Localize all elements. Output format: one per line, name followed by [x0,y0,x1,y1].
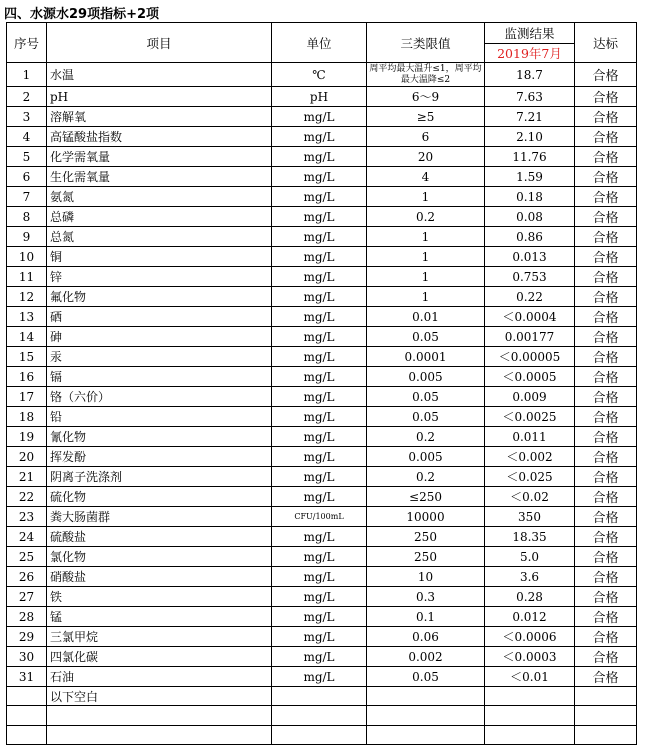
row-unit: mg/L [272,407,367,427]
row-unit: mg/L [272,107,367,127]
empty-cell [485,687,575,706]
row-limit: 1 [367,227,485,247]
row-pass: 合格 [575,87,637,107]
row-item: 四氯化碳 [47,647,272,667]
header-item: 项目 [47,23,272,63]
row-item: pH [47,87,272,107]
header-pass: 达标 [575,23,637,63]
row-limit: 4 [367,167,485,187]
row-limit: 0.005 [367,367,485,387]
row-limit: 10 [367,567,485,587]
row-item: 锌 [47,267,272,287]
table-row [7,547,637,567]
row-no: 27 [7,587,47,607]
row-no: 11 [7,267,47,287]
row-pass: 合格 [575,587,637,607]
row-pass: 合格 [575,447,637,467]
row-limit: 0.05 [367,667,485,687]
row-result: ＜0.002 [485,447,575,467]
table-row [7,467,637,487]
row-limit: 0.05 [367,327,485,347]
row-no: 24 [7,527,47,547]
row-result: ＜0.00005 [485,347,575,367]
row-item: 铬（六价） [47,387,272,407]
row-pass: 合格 [575,647,637,667]
row-limit: 0.3 [367,587,485,607]
row-result: ＜0.0005 [485,367,575,387]
row-item: 砷 [47,327,272,347]
row-unit: mg/L [272,287,367,307]
header-limit: 三类限值 [367,23,485,63]
row-item: 溶解氧 [47,107,272,127]
table-row [7,407,637,427]
row-item: 汞 [47,347,272,367]
row-unit: mg/L [272,447,367,467]
row-pass: 合格 [575,147,637,167]
row-no: 23 [7,507,47,527]
row-pass: 合格 [575,63,637,87]
row-pass: 合格 [575,347,637,367]
empty-cell [47,706,272,725]
row-no: 12 [7,287,47,307]
table-row [7,267,637,287]
row-no: 30 [7,647,47,667]
row-pass: 合格 [575,167,637,187]
row-unit: mg/L [272,147,367,167]
empty-cell [7,706,47,725]
row-result: 0.28 [485,587,575,607]
row-pass: 合格 [575,667,637,687]
row-result: 0.08 [485,207,575,227]
row-no: 8 [7,207,47,227]
row-item: 化学需氧量 [47,147,272,167]
row-pass: 合格 [575,227,637,247]
page-title: 四、水源水29项指标+2项 [4,7,160,22]
row-limit: 0.1 [367,607,485,627]
row-limit: 0.002 [367,647,485,667]
row-result: ＜0.01 [485,667,575,687]
row-pass: 合格 [575,367,637,387]
row-unit: mg/L [272,627,367,647]
header-result-date: 2019年7月 [485,44,575,63]
table-row [7,167,637,187]
row-no: 26 [7,567,47,587]
row-unit: mg/L [272,387,367,407]
row-item: 氨氮 [47,187,272,207]
empty-row [7,706,637,725]
empty-cell [575,687,637,706]
row-unit: mg/L [272,247,367,267]
row-no: 25 [7,547,47,567]
row-result: 2.10 [485,127,575,147]
table-row [7,527,637,547]
row-item: 硫化物 [47,487,272,507]
row-result: 0.012 [485,607,575,627]
row-result: ＜0.0006 [485,627,575,647]
row-no: 1 [7,63,47,87]
row-pass: 合格 [575,547,637,567]
row-limit: 0.2 [367,467,485,487]
row-pass: 合格 [575,327,637,347]
row-no: 4 [7,127,47,147]
row-result: 350 [485,507,575,527]
row-item: 生化需氧量 [47,167,272,187]
row-item: 氯化物 [47,547,272,567]
row-item: 氟化物 [47,287,272,307]
row-limit: 0.01 [367,307,485,327]
row-item: 石油 [47,667,272,687]
table-row [7,627,637,647]
table-body [7,63,637,745]
row-result: 0.22 [485,287,575,307]
row-result: 0.009 [485,387,575,407]
row-no: 15 [7,347,47,367]
row-result: 18.35 [485,527,575,547]
row-limit: 250 [367,547,485,567]
row-item: 总磷 [47,207,272,227]
row-limit: 0.05 [367,407,485,427]
row-pass: 合格 [575,207,637,227]
row-no: 14 [7,327,47,347]
table-row [7,567,637,587]
table-row [7,587,637,607]
table-row [7,287,637,307]
row-item: 水温 [47,63,272,87]
row-result: 5.0 [485,547,575,567]
row-unit: pH [272,87,367,107]
row-pass: 合格 [575,467,637,487]
row-result: ＜0.0025 [485,407,575,427]
row-result: ＜0.0004 [485,307,575,327]
row-result: 0.753 [485,267,575,287]
row-unit: mg/L [272,607,367,627]
row-limit: 0.2 [367,427,485,447]
row-unit: mg/L [272,527,367,547]
row-unit: mg/L [272,167,367,187]
row-pass: 合格 [575,607,637,627]
row-result: 0.00177 [485,327,575,347]
empty-cell [272,706,367,725]
row-pass: 合格 [575,507,637,527]
row-no: 21 [7,467,47,487]
row-pass: 合格 [575,187,637,207]
row-item: 总氮 [47,227,272,247]
row-pass: 合格 [575,567,637,587]
row-unit: mg/L [272,427,367,447]
row-result: 3.6 [485,567,575,587]
row-limit: 10000 [367,507,485,527]
row-pass: 合格 [575,287,637,307]
row-unit: mg/L [272,267,367,287]
table-row [7,667,637,687]
row-no: 22 [7,487,47,507]
header-result: 监测结果 [485,23,575,44]
empty-cell [575,706,637,725]
row-item: 镉 [47,367,272,387]
row-result: 0.18 [485,187,575,207]
row-pass: 合格 [575,267,637,287]
row-result: 18.7 [485,63,575,87]
row-limit: ≤250 [367,487,485,507]
table-row [7,307,637,327]
empty-cell [7,687,47,706]
table-row [7,187,637,207]
row-unit: mg/L [272,127,367,147]
row-no: 3 [7,107,47,127]
table-row [7,367,637,387]
row-unit: mg/L [272,207,367,227]
table-row [7,247,637,267]
row-pass: 合格 [575,107,637,127]
row-no: 7 [7,187,47,207]
row-pass: 合格 [575,307,637,327]
water-quality-table [6,22,637,745]
row-pass: 合格 [575,627,637,647]
header-no: 序号 [7,23,47,63]
row-result: ＜0.025 [485,467,575,487]
row-item: 挥发酚 [47,447,272,467]
row-unit: ℃ [272,63,367,87]
row-pass: 合格 [575,127,637,147]
row-item: 粪大肠菌群 [47,507,272,527]
row-item: 氰化物 [47,427,272,447]
row-item: 铅 [47,407,272,427]
table-row [7,327,637,347]
row-no: 29 [7,627,47,647]
empty-cell [485,706,575,725]
row-limit: 0.2 [367,207,485,227]
row-limit: 1 [367,247,485,267]
table-row [7,427,637,447]
row-result: 1.59 [485,167,575,187]
row-no: 19 [7,427,47,447]
empty-cell [367,687,485,706]
row-item: 阴离子洗涤剂 [47,467,272,487]
row-limit: 1 [367,287,485,307]
row-unit: mg/L [272,487,367,507]
table-row [7,507,637,527]
row-limit: 1 [367,267,485,287]
row-no: 6 [7,167,47,187]
table-row [7,647,637,667]
table-row [7,607,637,627]
empty-cell [272,687,367,706]
table-row [7,387,637,407]
row-item: 硒 [47,307,272,327]
row-unit: mg/L [272,327,367,347]
row-no: 31 [7,667,47,687]
row-result: 7.21 [485,107,575,127]
table-row [7,107,637,127]
footer-note: 以下空白 [47,687,272,706]
row-limit: 0.005 [367,447,485,467]
row-unit: mg/L [272,587,367,607]
row-unit: mg/L [272,567,367,587]
row-pass: 合格 [575,407,637,427]
header-unit: 单位 [272,23,367,63]
row-unit: mg/L [272,187,367,207]
row-pass: 合格 [575,387,637,407]
row-limit: 6～9 [367,87,485,107]
row-no: 13 [7,307,47,327]
row-unit: CFU/100mL [272,507,367,527]
row-unit: mg/L [272,347,367,367]
table-row [7,347,637,367]
empty-cell [367,706,485,725]
row-no: 20 [7,447,47,467]
row-item: 铁 [47,587,272,607]
row-unit: mg/L [272,367,367,387]
empty-row [7,687,637,706]
table-row [7,63,637,87]
row-limit: 0.0001 [367,347,485,367]
row-no: 2 [7,87,47,107]
row-limit: 20 [367,147,485,167]
row-limit: 周平均最大温升≤1，周平均最大温降≤2 [367,63,485,87]
row-item: 硝酸盐 [47,567,272,587]
row-limit: 250 [367,527,485,547]
table-row [7,487,637,507]
row-no: 9 [7,227,47,247]
row-no: 16 [7,367,47,387]
row-unit: mg/L [272,667,367,687]
row-result: ＜0.0003 [485,647,575,667]
row-no: 28 [7,607,47,627]
row-unit: mg/L [272,647,367,667]
table-row [7,87,637,107]
table-row [7,147,637,167]
row-result: 0.86 [485,227,575,247]
row-no: 5 [7,147,47,167]
row-limit: 0.06 [367,627,485,647]
row-item: 三氯甲烷 [47,627,272,647]
row-result: 0.013 [485,247,575,267]
row-no: 10 [7,247,47,267]
row-unit: mg/L [272,227,367,247]
row-result: ＜0.02 [485,487,575,507]
row-item: 高锰酸盐指数 [47,127,272,147]
row-item: 锰 [47,607,272,627]
row-pass: 合格 [575,247,637,267]
row-unit: mg/L [272,307,367,327]
row-limit: 6 [367,127,485,147]
row-pass: 合格 [575,427,637,447]
table-row [7,447,637,467]
row-no: 17 [7,387,47,407]
row-result: 0.011 [485,427,575,447]
row-limit: 1 [367,187,485,207]
row-result: 7.63 [485,87,575,107]
row-limit: 0.05 [367,387,485,407]
table-row [7,227,637,247]
row-pass: 合格 [575,487,637,507]
row-pass: 合格 [575,527,637,547]
row-unit: mg/L [272,467,367,487]
table-row [7,207,637,227]
row-unit: mg/L [272,547,367,567]
row-limit: ≥5 [367,107,485,127]
row-result: 11.76 [485,147,575,167]
table-row [7,127,637,147]
row-no: 18 [7,407,47,427]
row-item: 铜 [47,247,272,267]
row-item: 硫酸盐 [47,527,272,547]
